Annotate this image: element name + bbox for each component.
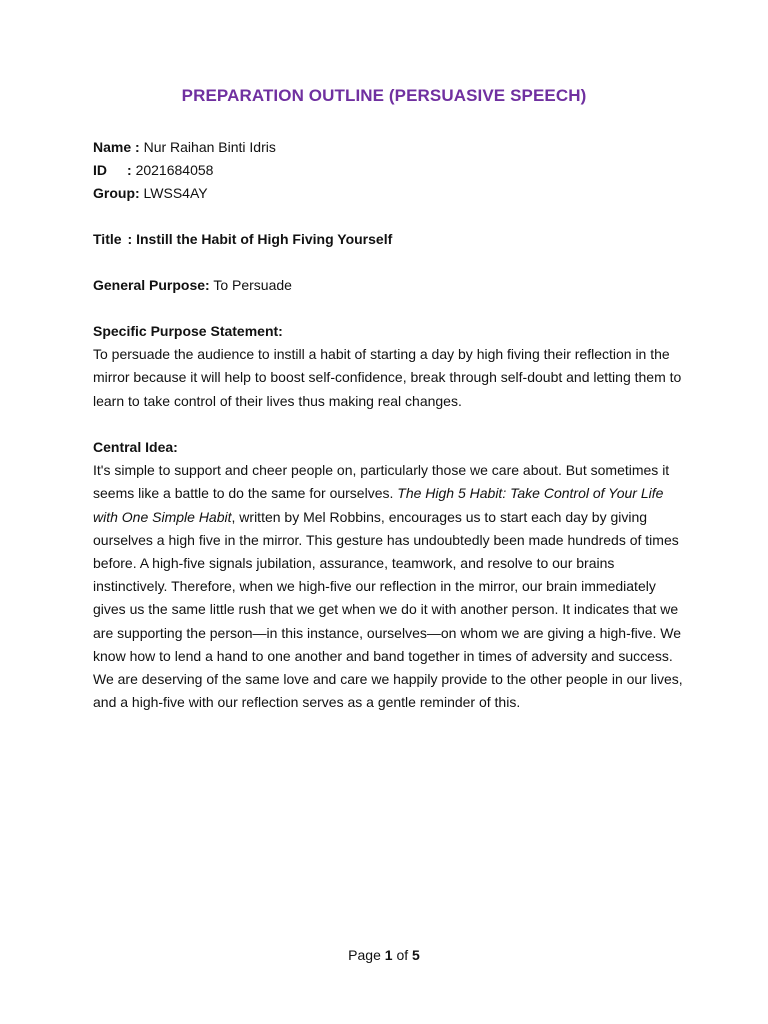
id-value: 2021684058: [135, 162, 214, 179]
name-row: [93, 136, 683, 159]
central-idea-section: [93, 436, 683, 714]
group-row: [93, 182, 683, 205]
name-label: Name :: [93, 139, 140, 155]
speech-title-label: Title: [93, 231, 122, 247]
general-purpose-row: [93, 274, 683, 297]
speech-title-colon: :: [127, 231, 133, 247]
specific-purpose-heading: Specific Purpose Statement:: [93, 323, 283, 339]
group-value: LWSS4AY: [143, 185, 208, 202]
student-info: [93, 136, 683, 206]
id-colon: :: [127, 162, 132, 179]
central-idea-text-after: , written by Mel Robbins, encourages us to start each day by giving ourselves a high five in the mirror. This gesture has undoubtedly been made hundreds of times before. A high-five signals jubilation, assurance, teamwork, and resolve to our brains instinctively. Therefore, when we high-five our reflection in the mirror, our brain immediately gives us the same little rush that we get when we do it with another person. It indicates that we are supporting the person—in this instance, ourselves—on whom we are giving a high-five. We know how to lend a hand to one another and band together in times of adversity and success. We are deserving of the same love and care we happily provide to the other people in our lives, and a high-five with our reflection serves as a gentle reminder of this.: [93, 508, 683, 711]
page-word: Page: [348, 947, 381, 963]
central-idea-text: [93, 459, 683, 714]
specific-purpose-section: [93, 320, 683, 413]
total-pages-number: 5: [412, 947, 420, 963]
current-page-number: 1: [384, 947, 393, 963]
central-idea-text-before: It's simple to support and cheer people on, particularly those we care about. But sometimes it seems like a battle to do the same for ourselves.: [93, 462, 670, 502]
speech-title-row: [93, 228, 683, 251]
specific-purpose-text: To persuade the audience to instill a habit of starting a day by high fiving their reflection in the mirror because it will help to boost self-confidence, break through self-doubt and letting them to learn to take control of their lives thus making real changes.: [93, 346, 682, 409]
name-value: Nur Raihan Binti Idris: [143, 139, 276, 155]
page-footer: [0, 947, 768, 963]
of-word: of: [396, 947, 409, 963]
group-label: Group:: [93, 185, 140, 202]
central-idea-heading: Central Idea:: [93, 439, 178, 455]
id-label: ID: [93, 162, 107, 179]
page-title: PREPARATION OUTLINE (PERSUASIVE SPEECH): [181, 86, 587, 105]
id-row: [93, 159, 683, 182]
book-title: The High 5 Habit: Take Control of Your Life with One Simple Habit: [93, 485, 664, 525]
general-purpose-value: To Persuade: [213, 277, 292, 293]
speech-title-value: Instill the Habit of High Fiving Yourself: [136, 231, 393, 247]
general-purpose-label: General Purpose:: [93, 277, 210, 293]
